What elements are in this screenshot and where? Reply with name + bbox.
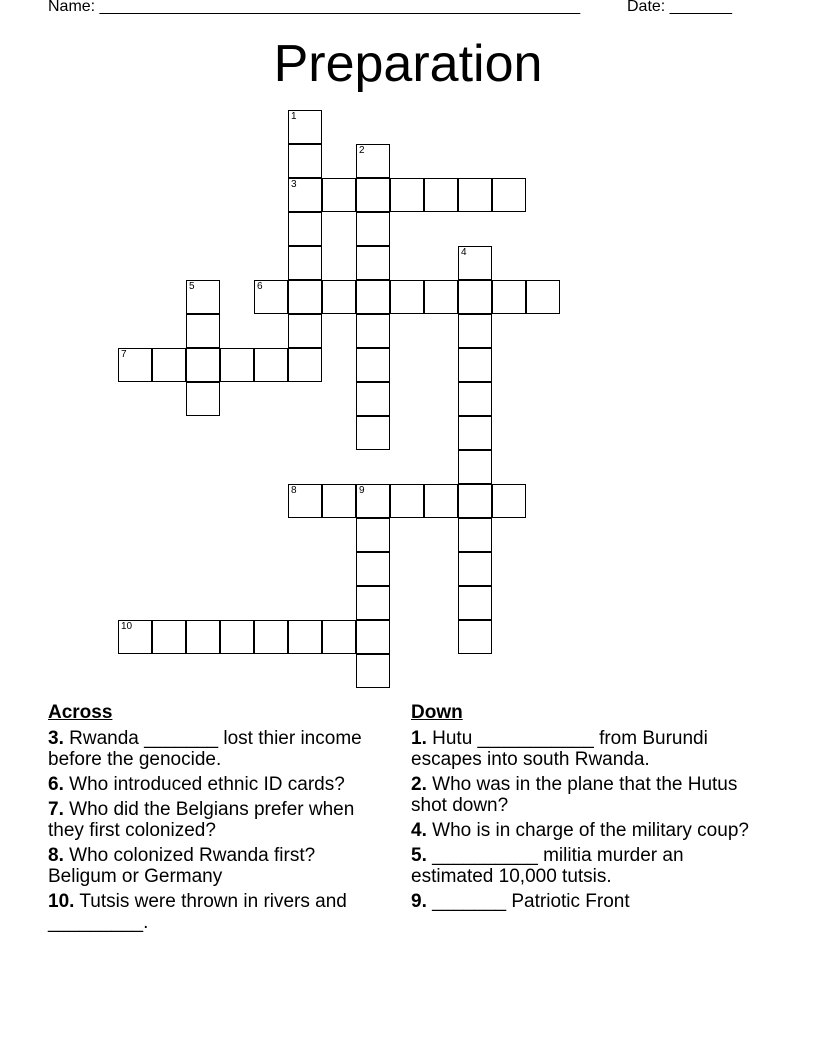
crossword-cell[interactable]: [458, 552, 492, 586]
crossword-cell[interactable]: [152, 348, 186, 382]
crossword-cell[interactable]: [356, 484, 390, 518]
cell-number: 6: [257, 281, 263, 292]
cell-number: 10: [121, 621, 133, 632]
crossword-cell[interactable]: [322, 620, 356, 654]
crossword-cell[interactable]: [458, 314, 492, 348]
down-clue: [411, 728, 751, 770]
crossword-cell[interactable]: [186, 314, 220, 348]
crossword-cell[interactable]: [288, 246, 322, 280]
across-clue: [48, 774, 388, 795]
crossword-cell[interactable]: [458, 620, 492, 654]
across-clue: [48, 845, 388, 887]
clue-number: 7.: [48, 799, 64, 820]
date-field[interactable]: Date: _______: [627, 0, 732, 15]
cell-number: 8: [291, 485, 297, 496]
clue-text: Rwanda _______ lost thier income before the genocide.: [48, 728, 362, 770]
down-clue: [411, 891, 751, 912]
down-clue: [411, 774, 751, 816]
crossword-cell[interactable]: [220, 348, 254, 382]
crossword-cell[interactable]: [288, 484, 322, 518]
clue-number: 6.: [48, 774, 64, 795]
crossword-cell[interactable]: [458, 246, 492, 280]
across-clue: [48, 799, 388, 841]
crossword-cell[interactable]: [288, 178, 322, 212]
crossword-cell[interactable]: [356, 246, 390, 280]
crossword-cell[interactable]: [458, 280, 492, 314]
crossword-cell[interactable]: [458, 518, 492, 552]
clue-number: 4.: [411, 820, 427, 841]
crossword-cell[interactable]: [288, 348, 322, 382]
crossword-cell[interactable]: [152, 620, 186, 654]
crossword-cell[interactable]: [424, 178, 458, 212]
crossword-cell[interactable]: [254, 280, 288, 314]
crossword-cell[interactable]: [288, 620, 322, 654]
crossword-cell[interactable]: [254, 620, 288, 654]
clue-text: Who introduced ethnic ID cards?: [63, 774, 345, 795]
crossword-cell[interactable]: [390, 484, 424, 518]
crossword-cell[interactable]: [356, 382, 390, 416]
clue-text: Who did the Belgians prefer when they first colonized?: [48, 799, 355, 841]
clue-number: 2.: [411, 774, 427, 795]
clue-text: Hutu ___________ from Burundi escapes into south Rwanda.: [411, 728, 708, 770]
cell-number: 4: [461, 247, 467, 258]
clue-text: Tutsis were thrown in rivers and _________.: [48, 891, 347, 933]
crossword-cell[interactable]: [356, 212, 390, 246]
crossword-cell[interactable]: [288, 110, 322, 144]
down-clue: [411, 820, 751, 841]
down-clue: [411, 845, 751, 887]
cell-number: 3: [291, 179, 297, 190]
clue-number: 9.: [411, 891, 427, 912]
crossword-cell[interactable]: [356, 654, 390, 688]
name-field[interactable]: Name: ______________________________________________________: [48, 0, 581, 15]
crossword-cell[interactable]: [322, 178, 356, 212]
cell-number: 7: [121, 349, 127, 360]
clue-number: 8.: [48, 845, 64, 866]
crossword-cell[interactable]: [254, 348, 288, 382]
crossword-cell[interactable]: [288, 314, 322, 348]
clue-number: 10.: [48, 891, 75, 912]
clue-number: 3.: [48, 728, 64, 749]
cell-number: 2: [359, 145, 365, 156]
crossword-cell[interactable]: [288, 144, 322, 178]
across-clue-list: [48, 728, 388, 933]
crossword-cell[interactable]: [458, 178, 492, 212]
clue-text: _______ Patriotic Front: [426, 891, 630, 912]
crossword-cell[interactable]: [186, 280, 220, 314]
crossword-cell[interactable]: [288, 280, 322, 314]
cell-number: 5: [189, 281, 195, 292]
clue-text: __________ militia murder an estimated 10,000 tutsis.: [411, 845, 684, 887]
crossword-cell[interactable]: [322, 484, 356, 518]
clue-text: Who colonized Rwanda first? Beligum or Germany: [48, 845, 316, 887]
crossword-cell[interactable]: [356, 416, 390, 450]
cell-number: 9: [359, 485, 365, 496]
crossword-cell[interactable]: [492, 484, 526, 518]
crossword-cell[interactable]: [322, 280, 356, 314]
crossword-cell[interactable]: [288, 212, 322, 246]
crossword-cell[interactable]: [458, 450, 492, 484]
across-clue: [48, 728, 388, 770]
crossword-cell[interactable]: [356, 552, 390, 586]
clue-number: 5.: [411, 845, 427, 866]
crossword-cell[interactable]: [458, 348, 492, 382]
crossword-cell[interactable]: [492, 178, 526, 212]
crossword-cell[interactable]: [526, 280, 560, 314]
crossword-cell[interactable]: [492, 280, 526, 314]
crossword-cell[interactable]: [458, 382, 492, 416]
crossword-cell[interactable]: [118, 348, 152, 382]
clue-number: 1.: [411, 728, 427, 749]
crossword-cell[interactable]: [220, 620, 254, 654]
crossword-cell[interactable]: [186, 348, 220, 382]
down-heading: Down: [411, 702, 463, 723]
crossword-cell[interactable]: [458, 484, 492, 518]
crossword-cell[interactable]: [458, 586, 492, 620]
page-title: Preparation: [273, 35, 543, 93]
crossword-cell[interactable]: [186, 620, 220, 654]
crossword-cell[interactable]: [424, 280, 458, 314]
across-heading: Across: [48, 702, 113, 723]
crossword-cell[interactable]: [356, 586, 390, 620]
across-clues: [48, 702, 388, 937]
crossword-cell[interactable]: [390, 280, 424, 314]
clue-text: Who is in charge of the military coup?: [426, 820, 749, 841]
down-clue-list: [411, 728, 751, 912]
crossword-cell[interactable]: [424, 484, 458, 518]
clue-text: Who was in the plane that the Hutus shot down?: [411, 774, 738, 816]
across-clue: [48, 891, 388, 933]
crossword-cell[interactable]: [458, 416, 492, 450]
crossword-cell[interactable]: [356, 620, 390, 654]
crossword-cell[interactable]: [356, 518, 390, 552]
crossword-cell[interactable]: [356, 280, 390, 314]
crossword-cell[interactable]: [390, 178, 424, 212]
cell-number: 1: [291, 111, 297, 122]
crossword-cell[interactable]: [356, 314, 390, 348]
crossword-cell[interactable]: [356, 348, 390, 382]
crossword-cell[interactable]: [356, 144, 390, 178]
down-clues: [411, 702, 751, 916]
crossword-cell[interactable]: [356, 178, 390, 212]
crossword-cell[interactable]: [118, 620, 152, 654]
crossword-cell[interactable]: [186, 382, 220, 416]
